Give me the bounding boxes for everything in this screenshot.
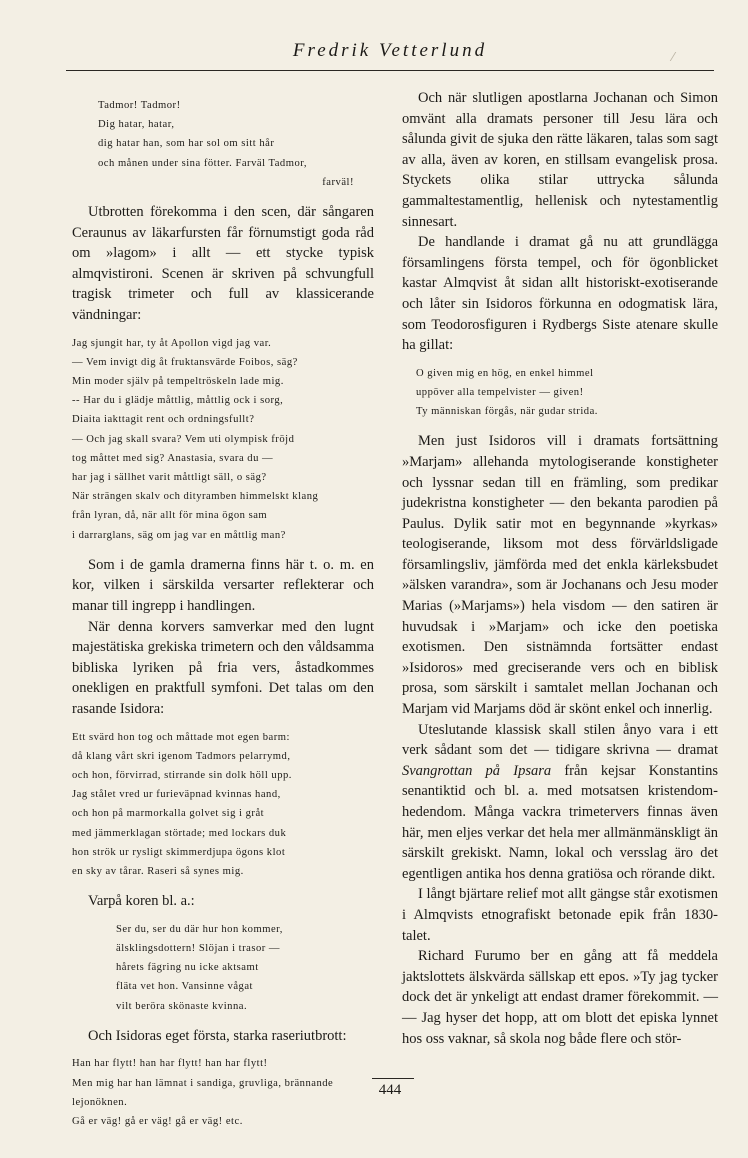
verse-line: Ty människan förgås, när gudar strida. — [416, 406, 598, 418]
left-column — [72, 88, 374, 1141]
verse-line: dig hatar han, som har sol om sitt hår — [98, 138, 275, 150]
verse-line: och månen under sina fötter. Farväl Tadmor, — [98, 157, 308, 169]
verse-line: — Vem invigt dig åt fruktansvärde Foibos, säg? — [72, 356, 298, 368]
paragraph: Richard Furumo ber en gång att få meddela jaktslottets älskvärda sällskap ett epos. »Ty jag tycker dock det är ynkeligt att endast dramer förekommit. — — Jag hyser det hopp, att om blott det episka lynnet hos oss vaknar, så skola nog både flere och stör- — [402, 948, 718, 1047]
verse-line: från lyran, då, när allt för mina ögon sam — [72, 510, 268, 522]
verse-line: i darrarglans, säg om jag var en måttlig man? — [72, 529, 286, 541]
paragraph-text: Uteslutande klassisk skall stilen ånyo vara i ett verk sådant som det — tidigare skrivna — dramat — [402, 721, 718, 759]
page-number: 444 — [378, 1082, 402, 1098]
verse-line: tog måttet med sig? Anastasia, svara du — — [72, 452, 274, 464]
verse-line: Ett svärd hon tog och måttade mot egen barm: — [72, 731, 290, 743]
verse-line: O given mig en hög, en enkel himmel — [416, 367, 594, 379]
verse-block — [72, 334, 374, 545]
verse-line: -- Har du i glädje måttlig, måttlig ock i sorg, — [72, 395, 284, 407]
paragraph: Utbrotten förekomma i den scen, där sångaren Ceraunus av läkarfursten får förnumstigt goda råd om »lagom» i allt — ett stycke typisk almqvistironi. Scenen är skriven på schvungfull tragisk trimeter och full av klassicerande vändningar: — [72, 204, 374, 323]
verse-line: Gå er väg! gå er väg! gå er väg! etc. — [72, 1116, 243, 1127]
verse-block — [72, 728, 374, 882]
pencil-mark: ⁄ — [672, 50, 675, 64]
verse-line: en sky av tårar. Raseri så synes mig. — [72, 865, 244, 877]
verse-line: Ser du, ser du där hur hon kommer, — [116, 923, 283, 935]
header-rule — [66, 70, 714, 71]
verse-line: — Och jag skall svara? Vem uti olymp​isk fröjd — [72, 433, 295, 445]
verse-line: och hon på marmorkalla golvet sig i gråt — [72, 808, 265, 820]
paragraph: När denna korvers samverkar med den lugnt majestätiska grekiska trimetern och den våldsamma bibliska lyriken på fria vers, åstadkommes onekligen en praktfull symfoni. Det talas om den rasande Isidora: — [72, 618, 374, 717]
paragraph: I långt bjärtare relief mot allt gängse står exotismen i Almqvists etnografiskt betonade epik från 1830-talet. — [402, 886, 718, 944]
verse-line: uppöver alla tempelvister — given! — [416, 386, 584, 398]
verse-line: har jag i sällhet varit måttligt säll, o säg? — [72, 472, 267, 483]
paragraph: De handlande i dramat gå nu att grundlägga församlingens första tempel, och för ögonblicket kastar Almqvist åt sidan allt historiskt-exotiserande och låter sin Isidoros förkunna en odogmatisk lära, som Teodorosfiguren i Rydbergs Siste atenare skulle ha gillat: — [402, 234, 718, 354]
verse-line: farväl! — [322, 176, 354, 188]
verse-line: vilt beröra skönaste kvinna. — [116, 1000, 248, 1012]
verse-line: fläta vet hon. Vansinne vågat — [116, 981, 253, 993]
verse-line: Diaita iakttagit rent och ordningsfullt? — [72, 414, 255, 426]
verse-line: lejonöknen. — [72, 1096, 128, 1108]
verse-block — [72, 920, 374, 1016]
verse-line: Dig hatar, hatar, — [98, 119, 175, 131]
verse-line: hårets fägring nu icke aktsamt — [116, 962, 259, 974]
paragraph: Och när slutligen apostlarna Jochanan och Simon omvänt alla dramats personer till Jesu lära och sålunda givit de sjuka den rätte läkaren, talas som sagt av alla, även av koren, en stillsam evangelisk prosa. Styckets olika stilar uttrycka sålunda gammaltestamentlig, hellenisk och nytestamentlig sinnesart. — [402, 90, 718, 230]
verse-line: då klang vårt skri igenom Tadmors pelarrymd, — [72, 750, 291, 762]
verse-line: Jag stålet vred ur furieväpnad kvinnas hand, — [72, 789, 281, 801]
verse-line: Han har flytt! han har flytt! han har flytt! — [72, 1058, 268, 1070]
verse-line: hon strök ur rysligt skimmerdjupa ögons klot — [72, 846, 286, 858]
work-title: Svangrottan på Ipsara — [402, 762, 552, 779]
verse-line: Jag sjungit har, ty åt Apollon vigd jag var. — [72, 337, 272, 349]
paragraph: Som i de gamla dramerna finns här t. o. m. en kor, vilken i särskilda versarter reflekterar och manar till ingrepp i handlingen. — [72, 556, 374, 614]
verse-line: Min moder själv på tempeltröskeln lade mig. — [72, 375, 284, 387]
verse-line: Tadmor! Tadmor! — [98, 100, 181, 111]
verse-block — [72, 1054, 374, 1131]
verse-block — [402, 364, 718, 422]
footer-rule — [372, 1078, 414, 1079]
running-header: Fredrik Vetterlund — [292, 40, 488, 61]
paragraph-text: från kejsar Konstantins senantiktid och bl. a. med motsatsen kristendom-hedendom. Många vackra trimetervers finnas även här, men eljes verkar det hela mer allmänmänskligt än särskilt grekiskt. Namn, lokal och versslag äro det egentligen antika hos denna gratiösa och rörande dikt. — [402, 762, 718, 882]
verse-line: med jämmerklagan störtade; med lockars duk — [72, 827, 287, 839]
verse-block — [72, 96, 374, 192]
paragraph: Och Isidoras eget första, starka raseriutbrott: — [88, 1027, 347, 1044]
verse-line: älsklingsdottern! Slöjan i trasor — — [116, 942, 281, 954]
verse-line: När strängen skalv och dityramben himmelskt klang — [72, 491, 319, 503]
verse-line: och hon, förvirrad, stirrande sin dolk höll upp. — [72, 769, 292, 781]
right-column — [402, 88, 718, 1049]
paragraph — [402, 720, 718, 885]
paragraph: Men just Isidoros vill i dramats fortsättning »Marjam» allehanda mytologiserande konstigheter och lyssnar sedan till en främling, som predikar judekristna konstigheter — den bekanta parodien på Paulus. Dylik satir mot en begynnande »kyrkas» teologiserande, liksom mot dess förvärldsligade församlingsliv, jämförda med det enkla kärleksbudet »älsken varandra», som är Jochanans och Jesu moder Marias (»Marjams») hela visdom — den satiren är huvudsak i »Marjam» och icke den poetiska exotismen. Den sistnämnda fortsätter endast »Isidoros» med greciserande vers och en biblisk prosa, som särskilt i samtalet mellan Jochanan och Marjam vid Marjams död är skönt enkel och innerlig. — [402, 433, 718, 718]
paragraph: Varpå koren bl. a.: — [88, 893, 195, 910]
verse-line: Men mig har han lämnat i sandiga, gruvliga, brännande — [72, 1077, 334, 1089]
